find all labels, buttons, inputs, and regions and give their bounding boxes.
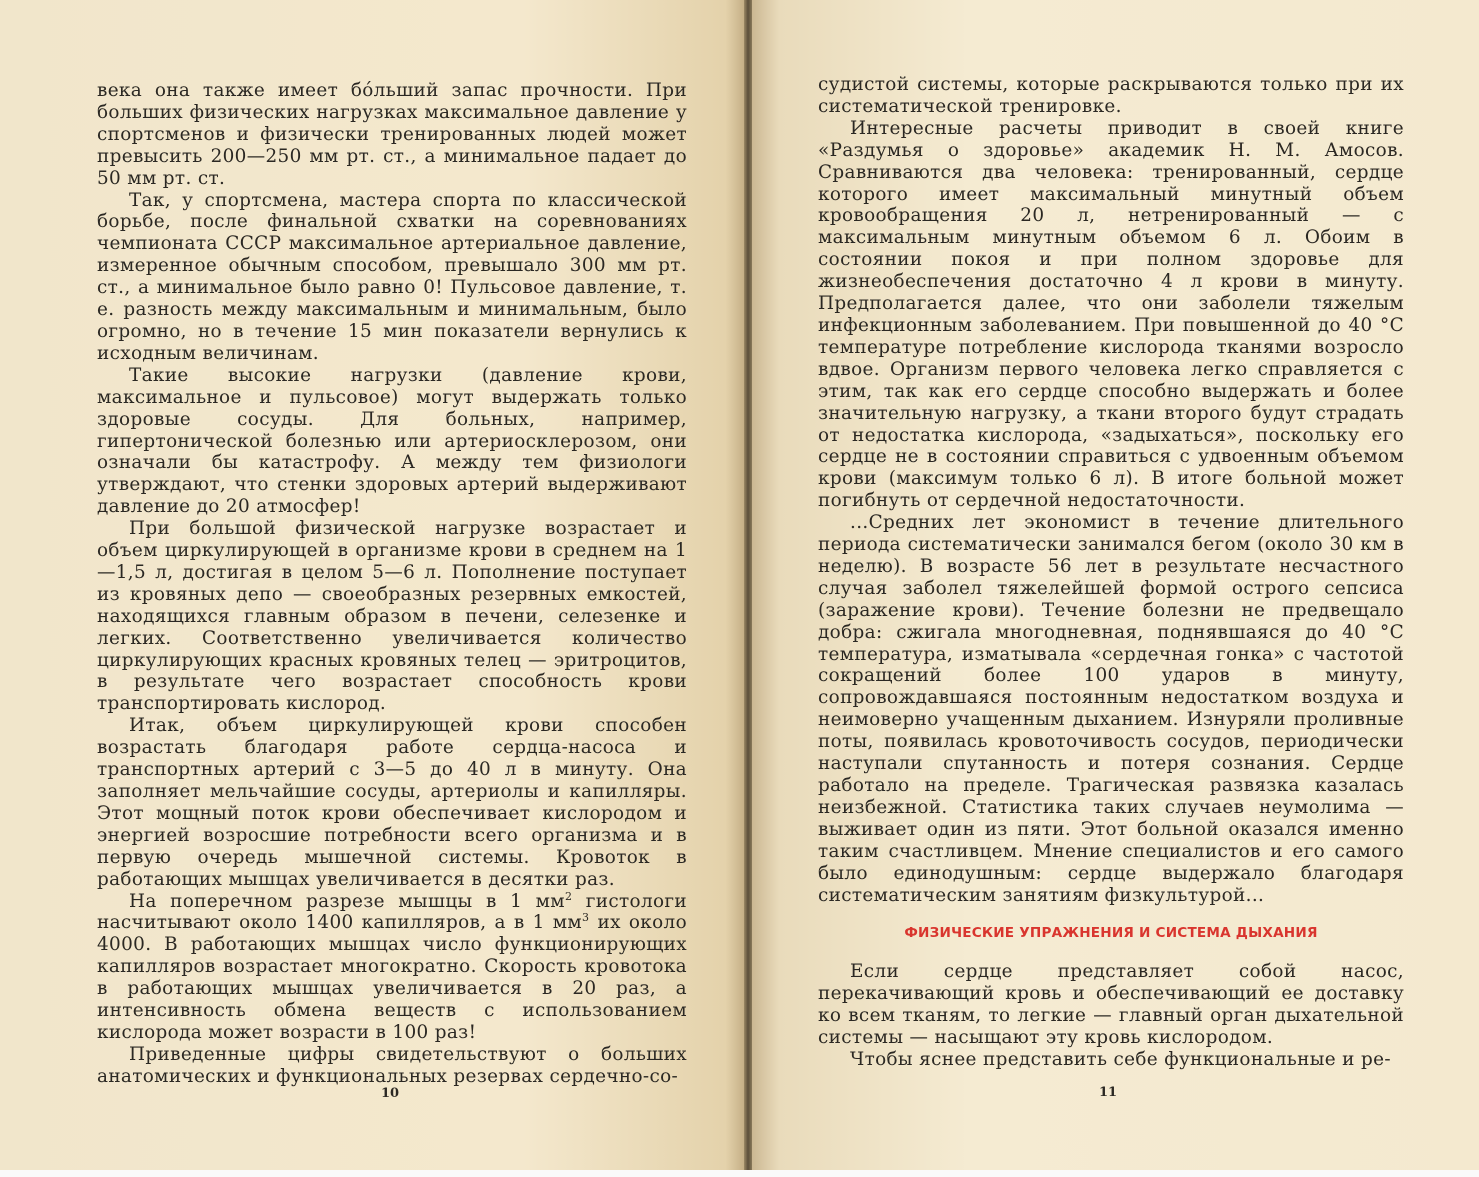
left-page-text	[97, 80, 687, 1088]
paragraph: Интересные расчеты приводит в своей книге «Раздумья о здоровье» академик Н. М. Амосов. Сравниваются два человека: тренированный, сердце которого имеет максимальный минутный объем кровообращения 20 л, нетренированный — с максимальным минутным объемом 6 л. Обоим в состоянии покоя и при полном здоровье для жизнеобеспечения достаточно 4 л крови в минуту. Предполагается далее, что они заболели тяжелым инфекционным заболеванием. При повышенной до 40 °С температуре потребление кислорода тканями возросло вдвое. Организм первого человека легко справляется с этим, так как его сердце способно выдержать и более значительную нагрузку, а ткани второго будут страдать от недостатка кислорода, «задыхаться», поскольку его сердце не в состоянии справиться с удвоенным объемом крови (максимум только 6 л). В итоге больной может погибнуть от сердечной недостаточности.	[818, 117, 1404, 512]
paragraph: Такие высокие нагрузки (давление крови, максимальное и пульсовое) могут выдержать только здоровые сосуды. Для больных, например, гипертонической болезнью или артериосклерозом, они означали бы катастрофу. А между тем физиологи утверждают, что стенки здоровых артерий выдерживают давление до 20 атмосфер!	[97, 364, 687, 518]
superscript: 2	[564, 889, 573, 903]
paragraph: При большой физической нагрузке возрастает и объем циркулирующей в организме крови в среднем на 1—1,5 л, достигая в целом 5—6 л. Пополнение поступает из кровяных депо — своеобразных резервных емкостей, находящихся главным образом в печени, селезенке и легких. Соответственно увеличивается количество циркулирующих красных кровяных телец — эритроцитов, в результате чего возрастает способность крови транспортировать кислород.	[97, 518, 687, 715]
superscript: 3	[582, 911, 590, 925]
scan-edge	[0, 1170, 1479, 1177]
paragraph: Если сердце представляет собой насос, перекачивающий кровь и обеспечивающий ее доставку ко всем тканям, то легкие — главный орган дыхательной системы — насыщают эту кровь кислородом.	[818, 961, 1404, 1048]
paragraph: ...Средних лет экономист в течение длительного периода систематически занимался бегом (около 30 км в неделю). В возрасте 56 лет в результате несчастного случая заболел тяжелейшей формой острого сепсиса (заражение крови). Течение болезни не предвещало добра: сжигала многодневная, поднявшаяся до 40 °С температура, изматывала «сердечная гонка» с частотой сокращений более 100 ударов в минуту, сопровождавшаяся постоянным недостатком воздуха и неимоверно учащенным дыханием. Изнуряли проливные поты, появилась кровоточивость сосудов, периодически наступали спутанность и потеря сознания. Сердце работало на пределе. Трагическая развязка казалась неизбежной. Статистика таких случаев неумолима — выживает один из пяти. Этот больной оказался именно таким счастливцем. Мнение специалистов и его самого было единодушным: сердце выдержало благодаря систематическим занятиям физкультурой...	[818, 512, 1404, 906]
paragraph: Так, у спортсмена, мастера спорта по классической борьбе, после финальной схватки на соревнованиях чемпионата СССР максимальное артериальное давление, измеренное обычным способом, превышало 300 мм рт. ст., а минимальное было равно 0! Пульсовое давление, т. е. разность между максимальным и минимальным, было огромно, но в течение 15 мин показатели вернулись к исходным величинам.	[97, 189, 687, 364]
paragraph: судистой системы, которые раскрываются только при их систематической тренировке.	[818, 74, 1404, 117]
paragraph: века она также имеет бóльший запас прочности. При больших физических нагрузках максимальное давление у спортсменов и физически тренированных людей может превысить 200—250 мм рт. ст., а минимальное падает до 50 мм рт. ст.	[97, 80, 687, 189]
book-gutter	[744, 0, 752, 1172]
paragraph-with-superscripts: На поперечном разрезе мышцы в 1 $мм^2$ гистологи насчитывают около 1400 капилляров, а в 1 $мм^3$ их около 4000. В работающих мышцах число функционирующих капилляров возрастает многократно. Скорость кровотока в работающих мышцах увеличивается в 20 раз, а интенсивность обмена веществ с использованием кислорода может возрасти в 100 раз!	[97, 889, 688, 1043]
paragraph: Чтобы яснее представить себе функциональные и ре-	[850, 1048, 1391, 1070]
section-heading: ФИЗИЧЕСКИЕ УПРАЖНЕНИЯ И СИСТЕМА ДЫХАНИЯ	[904, 925, 1318, 941]
right-page-text-continued	[818, 961, 1404, 1071]
paragraph: Приведенные цифры свидетельствуют о больших анатомических и функциональных резервах сердечно-со-	[97, 1043, 687, 1087]
page-number-left: 10	[381, 1086, 400, 1101]
right-page-text	[818, 74, 1404, 906]
page-number-right: 11	[1099, 1085, 1118, 1100]
paragraph: Итак, объем циркулирующей крови способен возрастать благодаря работе сердца-насоса и транспортных артерий с 3—5 до 40 л в минуту. Она заполняет мельчайшие сосуды, артериолы и капилляры. Этот мощный поток крови обеспечивает кислородом и энергией возросшие потребности всего организма и в первую очередь мышечной системы. Кровоток в работающих мышцах увеличивается в десятки раз.	[97, 715, 687, 890]
